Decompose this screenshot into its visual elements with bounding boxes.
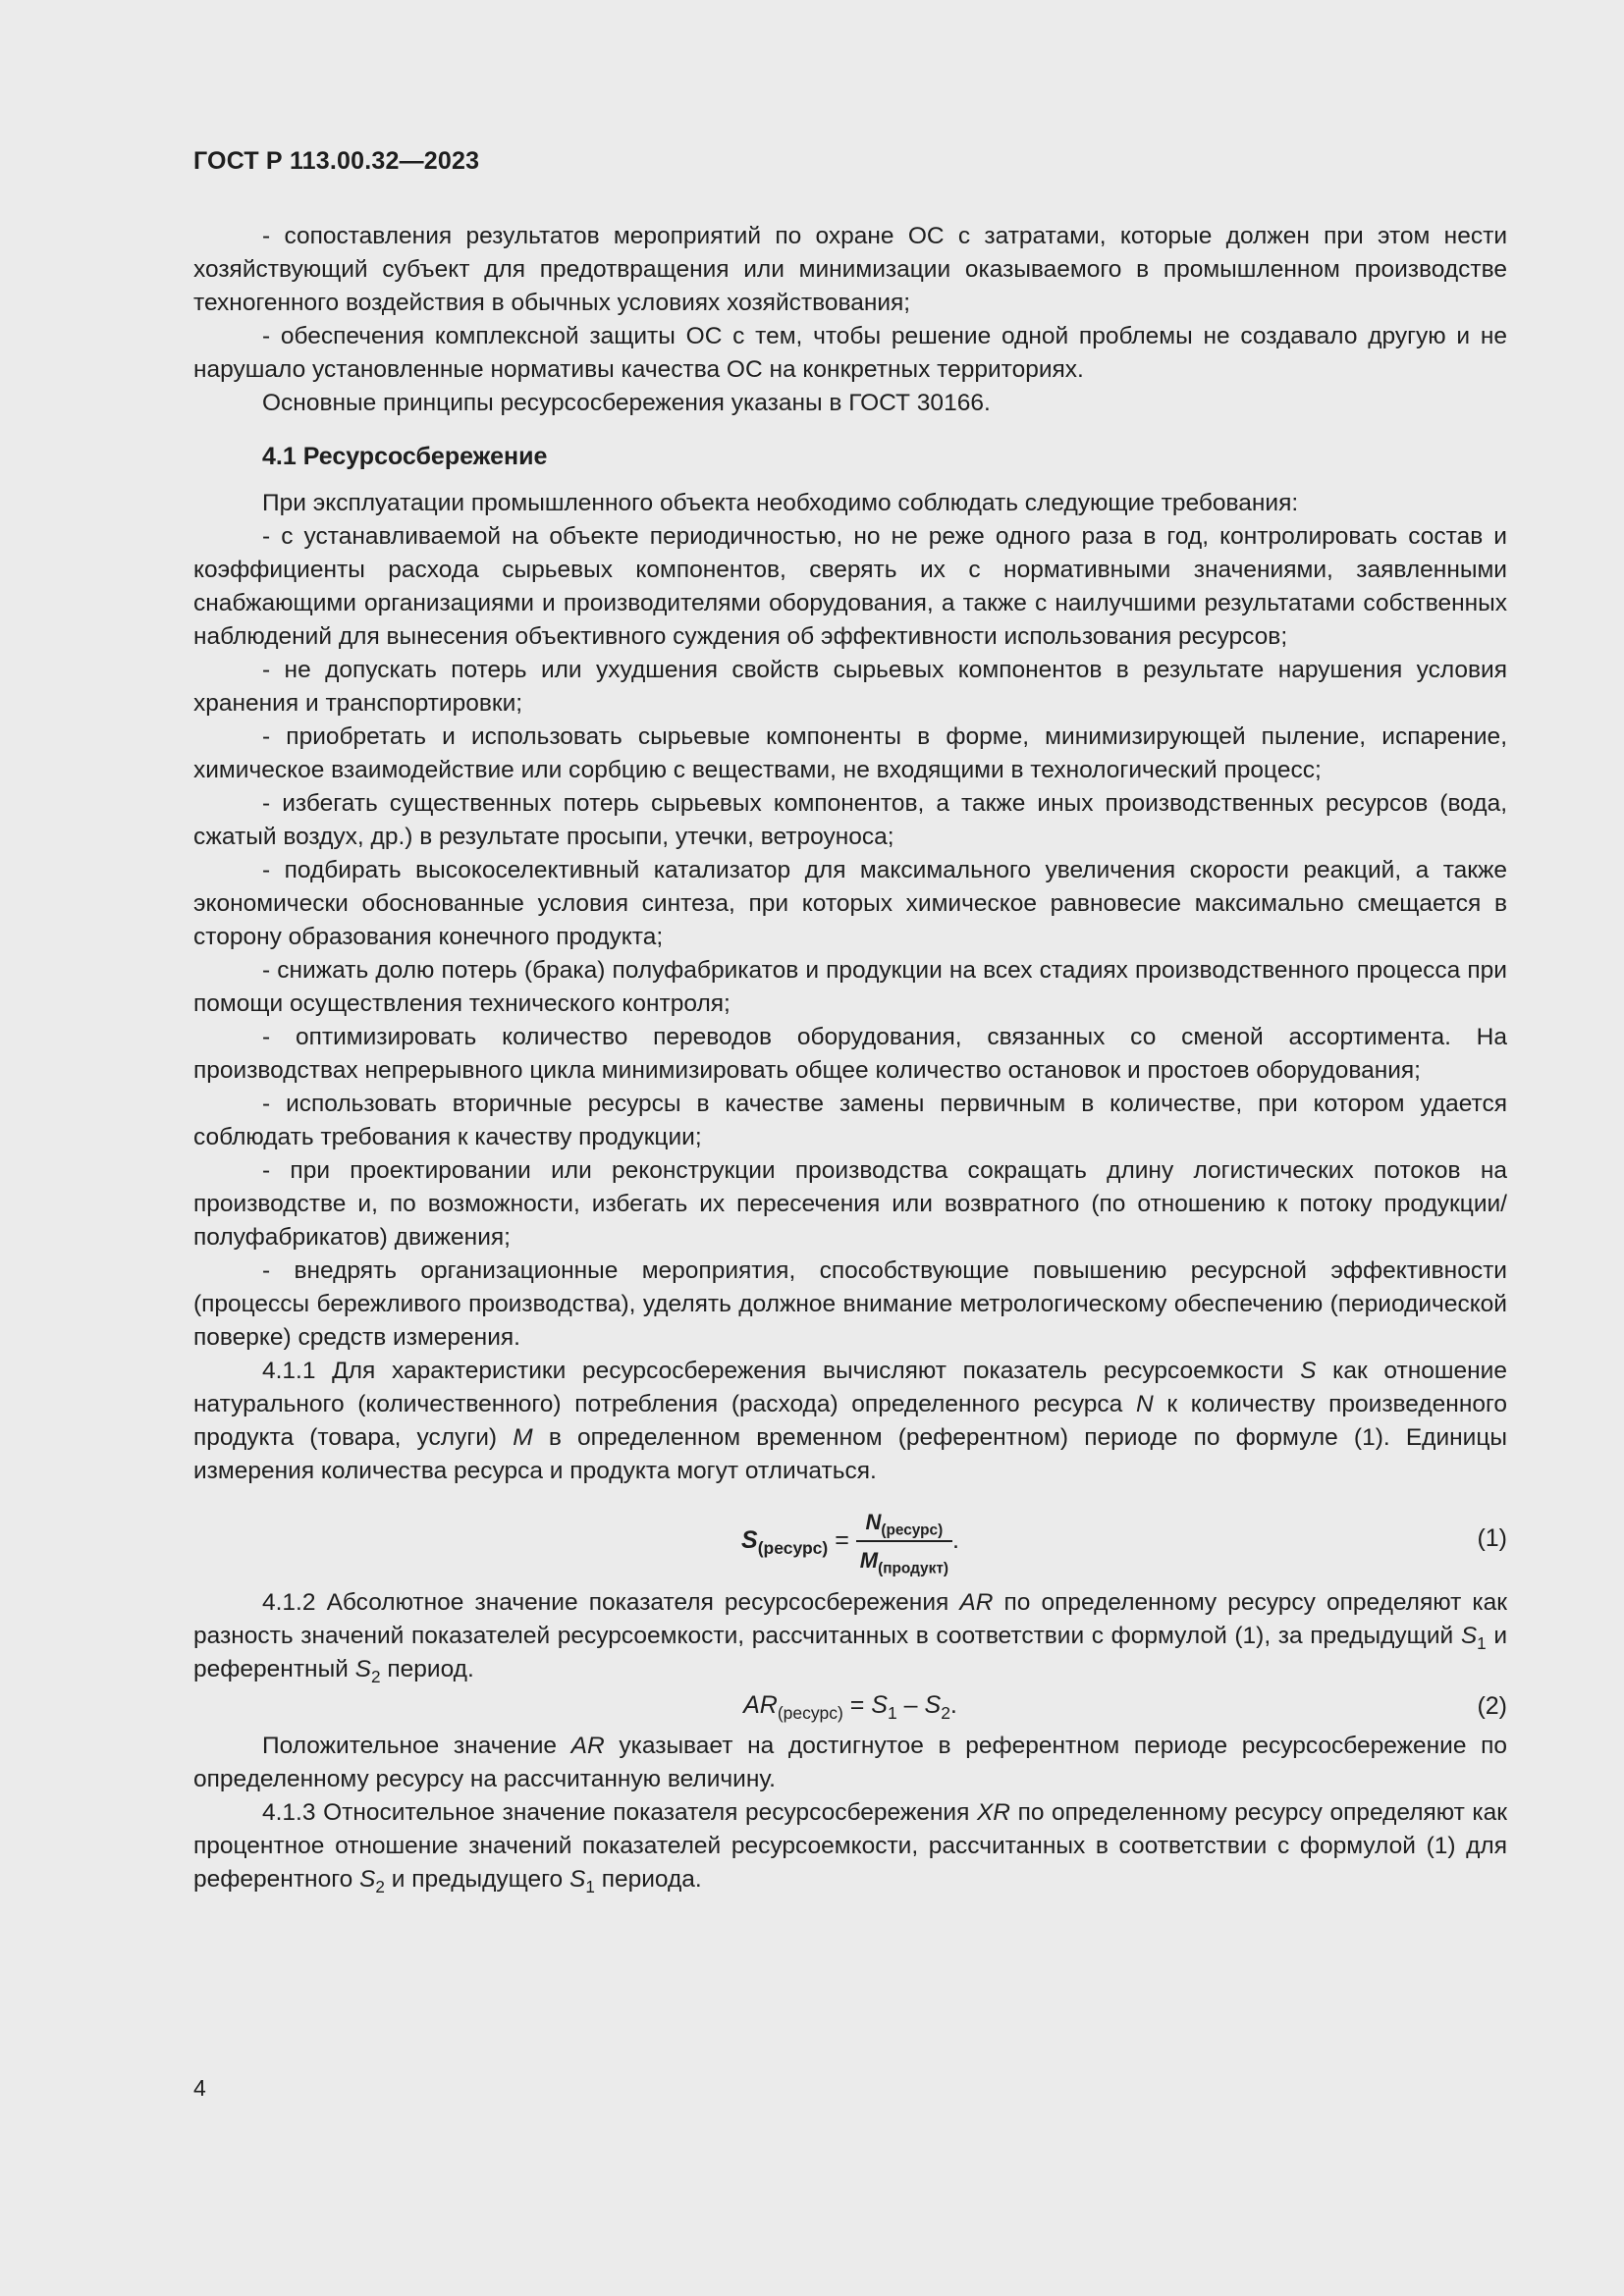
paragraph-4-1-2: 4.1.2 Абсолютное значение показателя ресурсосбережения AR по определенному ресурсу определяют как разность значений показателей ресурсоемкости, рассчитанных в соответствии с формулой (1), за предыдущий $S_1$ и референтный $S_2$ период. xyxy=(193,1589,1508,1686)
list-item: - избегать существенных потерь сырьевых компонентов, а также иных производственных ресурсов (вода, сжатый воздух, др.) в результате просыпи, утечки, ветроуноса; xyxy=(193,790,1507,850)
formula-1 xyxy=(193,1502,1507,1575)
section-heading: 4.1 Ресурсосбережение xyxy=(262,443,548,470)
formula-2-number: (2) xyxy=(1477,1692,1507,1720)
list-item: - снижать долю потерь (брака) полуфабрикатов и продукции на всех стадиях производственного процесса при помощи осуществления технического контроля; xyxy=(193,957,1507,1017)
fraction: $\frac{N_{(ресурс)}}{M_{(продукт)}}$ xyxy=(856,1506,952,1577)
list-item: - оптимизировать количество переводов оборудования, связанных со сменой ассортимента. На производствах непрерывного цикла минимизировать общее количество остановок и простоев оборудования; xyxy=(193,1024,1507,1084)
page-number: 4 xyxy=(193,2075,206,2101)
paragraph: При эксплуатации промышленного объекта необходимо соблюдать следующие требования: xyxy=(262,490,1299,516)
paragraph-4-1-1: 4.1.1 Для характеристики ресурсосбережения вычисляют показатель ресурсоемкости S как отношение натурального (количественного) потребления (расхода) определенного ресурса N к количеству произведенного продукта (товара, услуги) M в определенном временном (референтном) периоде по формуле (1). Единицы измерения количества ресурса и продукта могут отличаться. xyxy=(193,1358,1508,1484)
paragraph: Положительное значение AR указывает на достигнутое в референтном периоде ресурсосбережение по определенному ресурсу на рассчитанную величину. xyxy=(193,1733,1507,1792)
formula-1-number: (1) xyxy=(1477,1524,1507,1552)
list-item: - с устанавливаемой на объекте периодичностью, но не реже одного раза в год, контролировать состав и коэффициенты расхода сырьевых компонентов, сверять их с нормативными значениями, заявленными снабжающими организациями и производителями оборудования, а также с наилучшими результатами собственных наблюдений для вынесения объективного суждения об эффективности использования ресурсов; xyxy=(193,523,1507,650)
document-body xyxy=(193,220,1507,1896)
paragraph: Основные принципы ресурсосбережения указаны в ГОСТ 30166. xyxy=(262,390,991,416)
list-item: - внедрять организационные мероприятия, способствующие повышению ресурсной эффективности (процессы бережливого производства), уделять должное внимание метрологическому обеспечению (периодической поверке) средств измерения. xyxy=(193,1257,1507,1351)
document-header: ГОСТ Р 113.00.32—2023 xyxy=(193,147,480,175)
list-item: - при проектировании или реконструкции производства сокращать длину логистических потоков на производстве и, по возможности, избегать их пересечения или возвратного (по отношению к потоку продукции/полуфабрикатов) движения; xyxy=(193,1157,1507,1251)
formula-2-expression: $AR_{(ресурс)} = S_1 - S_2$. xyxy=(743,1691,957,1723)
list-item: - подбирать высокоселективный катализатор для максимального увеличения скорости реакций, а также экономически обоснованные условия синтеза, при которых химическое равновесие максимально смещается в сторону образования конечного продукта; xyxy=(193,857,1507,950)
formula-2 xyxy=(193,1686,1507,1726)
list-item: - приобретать и использовать сырьевые компоненты в форме, минимизирующей пыление, испарение, химическое взаимодействие или сорбцию с веществами, не входящими в технологический процесс; xyxy=(193,723,1507,783)
list-item: - не допускать потерь или ухудшения свойств сырьевых компонентов в результате нарушения условия хранения и транспортировки; xyxy=(193,657,1507,717)
paragraph: - обеспечения комплексной защиты ОС с тем, чтобы решение одной проблемы не создавало другую и не нарушало установленные нормативы качества ОС на конкретных территориях. xyxy=(193,323,1507,383)
list-item: - использовать вторичные ресурсы в качестве замены первичным в количестве, при котором удается соблюдать требования к качеству продукции; xyxy=(193,1091,1507,1150)
paragraph-4-1-3: 4.1.3 Относительное значение показателя ресурсосбережения XR по определенному ресурсу определяют как процентное отношение значений показателей ресурсоемкости, рассчитанных в соответствии с формулой (1) для референтного $S_2$ и предыдущего $S_1$ периода. xyxy=(193,1799,1507,1896)
paragraph: - сопоставления результатов мероприятий по охране ОС с затратами, которые должен при этом нести хозяйствующий субъект для предотвращения или минимизации оказываемого в промышленном производстве техногенного воздействия в обычных условиях хозяйствования; xyxy=(193,223,1507,316)
formula-1-expression: $S_{(ресурс)}$ = $\frac{N_{(ресурс)}}{M_{(продукт)}}$ . xyxy=(193,1506,1507,1577)
